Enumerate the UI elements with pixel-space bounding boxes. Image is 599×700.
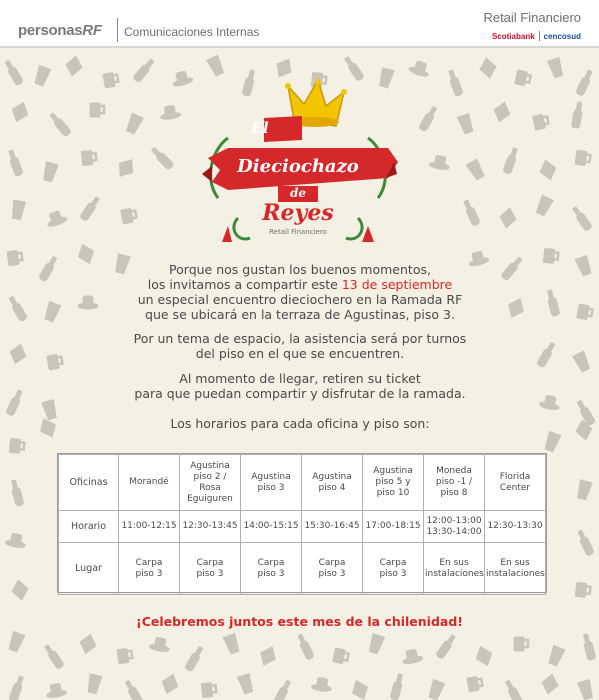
cell-line: piso 3 bbox=[196, 568, 224, 579]
table-row-times bbox=[59, 511, 546, 543]
table-row-places bbox=[59, 543, 546, 595]
office-cell bbox=[119, 455, 180, 511]
schedule-intro: Los horarios para cada oficina y piso son: bbox=[170, 416, 430, 431]
header-company-block bbox=[483, 10, 581, 41]
row-header-times: Horario bbox=[59, 511, 119, 543]
office-cell bbox=[424, 455, 485, 511]
cell-line: Agustina bbox=[251, 471, 291, 482]
cell-line: Florida bbox=[499, 471, 531, 482]
cell-line: piso 10 bbox=[376, 488, 410, 498]
time-cell bbox=[302, 511, 363, 543]
time-cell bbox=[363, 511, 424, 543]
intro-paragraph-1 bbox=[60, 262, 540, 322]
cell-line: piso 2 / bbox=[193, 471, 227, 482]
cell-line: 12:00-13:00 bbox=[426, 515, 482, 526]
cell-line: Agustina bbox=[373, 466, 413, 476]
intro-line: del piso en el que se encuentren. bbox=[195, 346, 405, 361]
schedule-table bbox=[57, 453, 547, 593]
cell-line: Center bbox=[499, 482, 531, 493]
cell-line: 15:30-16:45 bbox=[304, 521, 360, 531]
cell-line: piso -1 / bbox=[435, 477, 473, 487]
row-header-offices: Oficinas bbox=[59, 455, 119, 511]
time-cell bbox=[485, 511, 546, 543]
time-cell bbox=[241, 511, 302, 543]
emblem-subtitle: Retail Financiero bbox=[269, 228, 327, 236]
place-cell bbox=[241, 543, 302, 595]
table-row-offices bbox=[59, 455, 546, 511]
header-bar bbox=[0, 0, 599, 48]
cell-line: 13:30-14:00 bbox=[426, 526, 482, 537]
cell-line: piso 3 bbox=[257, 482, 285, 493]
personas-rf-logo: personasRF bbox=[18, 22, 102, 39]
cell-line: piso 3 bbox=[318, 568, 346, 579]
cell-line: Agustina bbox=[312, 471, 352, 482]
time-cell bbox=[119, 511, 180, 543]
cell-line: Moneda bbox=[436, 466, 472, 476]
cell-line: Agustina bbox=[190, 460, 230, 471]
office-cell bbox=[241, 455, 302, 511]
cencosud-logo: cencosud bbox=[543, 31, 581, 41]
cell-line: piso 4 bbox=[318, 482, 346, 493]
cell-line: Morandé bbox=[129, 477, 169, 487]
place-cell bbox=[424, 543, 485, 595]
place-cell bbox=[119, 543, 180, 595]
place-cell bbox=[302, 543, 363, 595]
time-cell bbox=[424, 511, 485, 543]
cell-line: Carpa bbox=[257, 557, 285, 568]
office-cell bbox=[180, 455, 241, 511]
scotiabank-logo: Scotiabank bbox=[491, 31, 535, 41]
cell-line: Carpa bbox=[318, 557, 346, 568]
cell-line: Carpa bbox=[379, 557, 407, 568]
header-divider bbox=[117, 18, 118, 42]
emblem-word-dieciochazo: Dieciochazo bbox=[237, 156, 359, 177]
logo-divider bbox=[539, 31, 540, 41]
cell-line: 17:00-18:15 bbox=[365, 521, 421, 531]
company-name: Retail Financiero bbox=[483, 10, 581, 25]
cell-line: 11:00-12:15 bbox=[121, 521, 177, 531]
cell-line: piso 5 y bbox=[375, 477, 411, 487]
emblem-word-el: El bbox=[251, 119, 269, 137]
intro-line: un especial encuentro dieciochero en la Ramada RF bbox=[137, 292, 463, 307]
intro-line: para que puedan compartir y disfrutar de la ramada. bbox=[134, 386, 466, 401]
cell-line: piso 8 bbox=[440, 488, 468, 498]
row-header-places: Lugar bbox=[59, 543, 119, 595]
cell-line: Carpa bbox=[196, 557, 224, 568]
cell-line: Rosa bbox=[199, 482, 221, 493]
cell-line: 14:00-15:15 bbox=[243, 521, 299, 531]
partner-logos bbox=[483, 31, 581, 41]
intro-paragraph-2 bbox=[60, 331, 540, 361]
intro-line: Al momento de llegar, retiren su ticket bbox=[179, 371, 421, 386]
header-section-title: Comunicaciones Internas bbox=[124, 25, 260, 39]
closing-message: ¡Celebremos juntos este mes de la chilenidad! bbox=[136, 614, 463, 629]
office-cell bbox=[485, 455, 546, 511]
place-cell bbox=[180, 543, 241, 595]
office-cell bbox=[363, 455, 424, 511]
office-cell bbox=[302, 455, 363, 511]
cell-line: piso 3 bbox=[135, 568, 163, 579]
cell-line: 12:30-13:45 bbox=[182, 521, 238, 531]
cell-line: Eguiguren bbox=[187, 493, 233, 504]
intro-line-date: los invitamos a compartir este 13 de septiembre bbox=[147, 277, 453, 292]
cell-line: En sus bbox=[439, 557, 469, 568]
place-cell bbox=[485, 543, 546, 595]
cell-line: Carpa bbox=[135, 557, 163, 568]
cell-line: 12:30-13:30 bbox=[487, 521, 543, 531]
emblem-word-de: de bbox=[289, 186, 307, 200]
intro-line: Porque nos gustan los buenos momentos, bbox=[169, 262, 431, 277]
intro-line: que se ubicará en la terraza de Agustinas, piso 3. bbox=[145, 307, 455, 322]
cell-line: instalaciones bbox=[486, 568, 545, 579]
time-cell bbox=[180, 511, 241, 543]
event-date: 13 de septiembre bbox=[341, 277, 453, 292]
cell-line: piso 3 bbox=[257, 568, 285, 579]
intro-paragraph-3 bbox=[60, 371, 540, 401]
place-cell bbox=[363, 543, 424, 595]
cell-line: piso 3 bbox=[379, 568, 407, 579]
emblem-word-reyes: Reyes bbox=[262, 200, 334, 226]
cell-line: En sus bbox=[500, 557, 530, 568]
cell-line: instalaciones bbox=[425, 568, 484, 579]
intro-line: Por un tema de espacio, la asistencia será por turnos bbox=[133, 331, 467, 346]
event-emblem bbox=[198, 78, 398, 254]
